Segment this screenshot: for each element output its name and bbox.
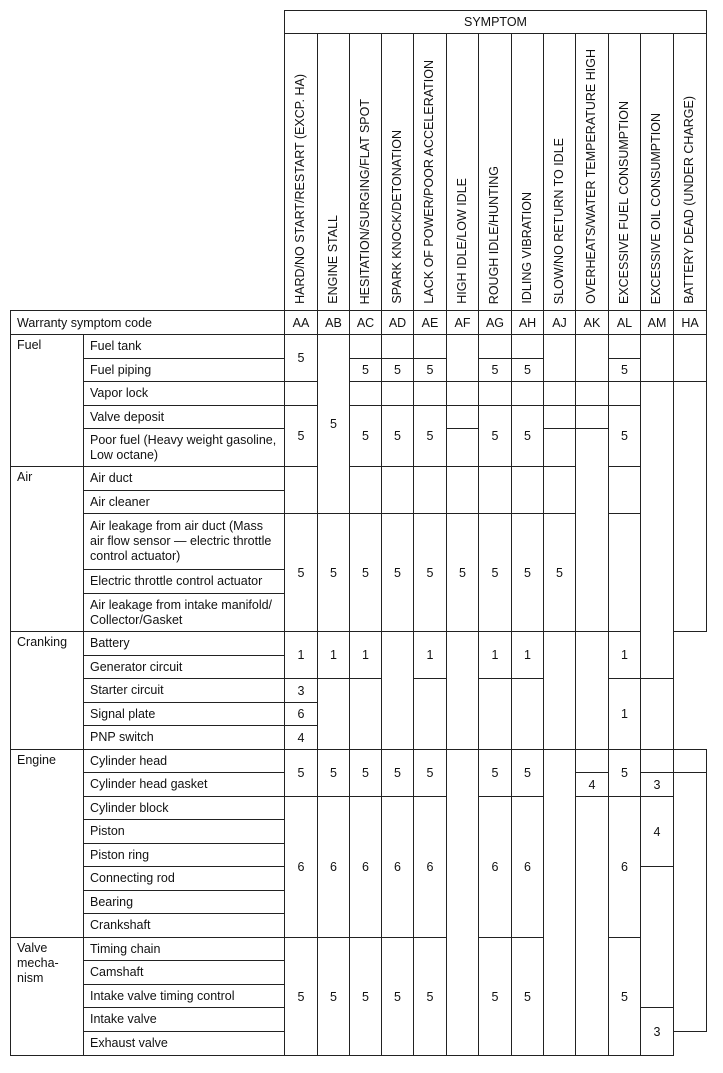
symptom-name: SLOW/NO RETURN TO IDLE — [551, 137, 566, 304]
symptom-name: HESITATION/SURGING/FLAT SPOT — [357, 98, 372, 304]
rating-cell: 5 — [512, 359, 544, 382]
rating-cell: 5 — [350, 938, 382, 1056]
symptom-name: LACK OF POWER/POOR ACCELERATION — [422, 60, 437, 304]
empty-cell — [512, 335, 544, 359]
rating-cell: 5 — [609, 750, 641, 797]
empty-cell — [382, 467, 414, 514]
symptom-code: AE — [414, 311, 447, 335]
subcategory-label: Bearing — [84, 891, 285, 914]
empty-cell — [414, 335, 447, 359]
rating-cell: 6 — [414, 797, 447, 938]
empty-cell — [674, 382, 707, 632]
empty-cell — [350, 382, 382, 406]
subcategory-label: Air duct — [84, 467, 285, 491]
empty-cell — [576, 429, 609, 632]
empty-cell — [447, 335, 479, 382]
subcategory-label: Connecting rod — [84, 867, 285, 891]
empty-cell — [512, 467, 544, 514]
subcategory-label: Air leakage from air duct (Mass air flow sensor — electric throttle control actuator) — [84, 514, 285, 570]
category-engine: Engine — [11, 750, 84, 938]
subcategory-label: Piston — [84, 820, 285, 844]
symptom-code: AF — [447, 311, 479, 335]
empty-cell — [447, 632, 479, 750]
subcategory-label: Valve deposit — [84, 406, 285, 429]
symptom-header — [382, 34, 414, 311]
rating-cell: 5 — [479, 514, 512, 632]
empty-cell — [609, 467, 641, 514]
symptom-name: EXCESSIVE FUEL CONSUMPTION — [616, 100, 631, 304]
empty-cell — [350, 679, 382, 750]
subcategory-label: Cylinder block — [84, 797, 285, 820]
empty-cell — [609, 382, 641, 406]
rating-cell: 5 — [350, 750, 382, 797]
rating-cell: 6 — [382, 797, 414, 938]
rating-cell: 5 — [609, 359, 641, 382]
rating-cell: 5 — [609, 406, 641, 467]
empty-cell — [318, 679, 350, 750]
rating-cell: 6 — [512, 797, 544, 938]
rating-cell: 5 — [318, 938, 350, 1056]
empty-cell — [382, 382, 414, 406]
rating-cell: 5 — [318, 750, 350, 797]
rating-cell: 5 — [414, 406, 447, 467]
rating-cell: 5 — [285, 514, 318, 632]
symptom-code: AD — [382, 311, 414, 335]
symptom-header — [674, 34, 707, 311]
empty-cell — [609, 335, 641, 359]
empty-cell — [544, 467, 576, 514]
symptom-name: HARD/NO START/RESTART (EXCP. HA) — [293, 74, 308, 304]
rating-cell: 5 — [479, 359, 512, 382]
empty-cell — [285, 467, 318, 514]
rating-cell: 5 — [350, 359, 382, 382]
empty-cell — [576, 335, 609, 382]
rating-cell: 1 — [512, 632, 544, 679]
subcategory-label: Crankshaft — [84, 914, 285, 938]
rating-cell: 4 — [285, 726, 318, 750]
symptom-header — [641, 34, 674, 311]
symptom-header — [512, 34, 544, 311]
subcategory-label: Starter circuit — [84, 679, 285, 703]
empty-cell — [576, 406, 609, 429]
rating-cell: 5 — [512, 514, 544, 632]
rating-cell: 3 — [285, 679, 318, 703]
rating-cell: 5 — [479, 750, 512, 797]
subcategory-label: Electric throttle control actuator — [84, 570, 285, 594]
category-fuel: Fuel — [11, 335, 84, 467]
rating-cell: 1 — [318, 632, 350, 679]
rating-cell: 5 — [382, 406, 414, 467]
symptom-code: AB — [318, 311, 350, 335]
subcategory-label: Intake valve — [84, 1008, 285, 1032]
empty-cell — [674, 750, 707, 773]
empty-cell — [674, 335, 707, 382]
rating-cell: 5 — [609, 938, 641, 1056]
rating-cell: 6 — [609, 797, 641, 938]
rating-cell: 5 — [350, 406, 382, 467]
category-cranking: Cranking — [11, 632, 84, 750]
rating-cell: 5 — [512, 750, 544, 797]
rating-cell: 5 — [382, 359, 414, 382]
symptom-code: AG — [479, 311, 512, 335]
subcategory-label: Exhaust valve — [84, 1032, 285, 1056]
rating-cell: 5 — [447, 514, 479, 632]
rating-cell: 5 — [414, 938, 447, 1056]
subcategory-label: Generator circuit — [84, 656, 285, 679]
symptom-title: SYMPTOM — [285, 11, 707, 34]
rating-cell: 4 — [576, 773, 609, 797]
empty-cell — [544, 429, 576, 467]
symptom-header — [318, 34, 350, 311]
empty-cell — [447, 406, 479, 429]
symptom-header — [576, 34, 609, 311]
subcategory-label: Piston ring — [84, 844, 285, 867]
empty-cell — [350, 335, 382, 359]
symptom-code: AL — [609, 311, 641, 335]
rating-cell: 1 — [609, 679, 641, 750]
empty-cell — [447, 467, 479, 514]
empty-cell — [479, 335, 512, 359]
rating-cell: 6 — [318, 797, 350, 938]
rating-cell: 4 — [641, 797, 674, 867]
rating-cell: 5 — [285, 406, 318, 467]
symptom-name: EXCESSIVE OIL CONSUMPTION — [649, 112, 664, 304]
subcategory-label: Fuel piping — [84, 359, 285, 382]
symptom-code: AA — [285, 311, 318, 335]
symptom-header — [609, 34, 641, 311]
empty-cell — [641, 867, 674, 1008]
symptom-code: AM — [641, 311, 674, 335]
empty-cell — [641, 679, 674, 750]
subcategory-label: Signal plate — [84, 703, 285, 726]
empty-cell — [576, 382, 609, 406]
symptom-header — [350, 34, 382, 311]
rating-cell: 6 — [479, 797, 512, 938]
empty-cell — [382, 335, 414, 359]
empty-cell — [512, 382, 544, 406]
empty-cell — [544, 335, 576, 382]
symptom-name: HIGH IDLE/LOW IDLE — [454, 178, 469, 304]
rating-cell: 5 — [479, 938, 512, 1056]
symptom-name: ENGINE STALL — [325, 215, 340, 304]
subcategory-label: Fuel tank — [84, 335, 285, 359]
rating-cell: 1 — [350, 632, 382, 679]
rating-cell: 5 — [479, 406, 512, 467]
rating-cell: 5 — [382, 938, 414, 1056]
rating-cell: 5 — [318, 514, 350, 632]
empty-cell — [479, 467, 512, 514]
symptom-code: HA — [674, 311, 707, 335]
empty-cell — [414, 467, 447, 514]
empty-cell — [285, 382, 318, 406]
empty-cell — [641, 335, 674, 382]
category-air: Air — [11, 467, 84, 632]
symptom-table — [10, 10, 707, 1056]
symptom-name: SPARK KNOCK/DETONATION — [389, 130, 404, 304]
empty-cell — [447, 382, 479, 406]
subcategory-label: Cylinder head — [84, 750, 285, 773]
subcategory-label: Vapor lock — [84, 382, 285, 406]
empty-cell — [512, 679, 544, 750]
symptom-code: AC — [350, 311, 382, 335]
empty-cell — [414, 679, 447, 750]
empty-cell — [641, 750, 674, 773]
rating-cell: 5 — [350, 514, 382, 632]
empty-cell — [544, 750, 576, 1056]
symptom-header — [285, 34, 318, 311]
rating-cell: 1 — [285, 632, 318, 679]
rating-cell: 6 — [285, 797, 318, 938]
symptom-header — [544, 34, 576, 311]
subcategory-label: Timing chain — [84, 938, 285, 961]
empty-cell — [641, 382, 674, 679]
empty-cell — [576, 750, 609, 773]
rating-cell: 5 — [544, 514, 576, 632]
category-valve-mechanism: Valve mecha-nism — [11, 938, 84, 1056]
empty-cell — [350, 467, 382, 514]
empty-cell — [544, 632, 576, 750]
empty-cell — [479, 382, 512, 406]
subcategory-label: Poor fuel (Heavy weight gasoline, Low octane) — [84, 429, 285, 467]
rating-cell: 5 — [414, 359, 447, 382]
subcategory-label: Battery — [84, 632, 285, 656]
symptom-name: OVERHEATS/WATER TEMPERATURE HIGH — [584, 49, 599, 304]
subcategory-label: Camshaft — [84, 961, 285, 985]
subcategory-label: Air cleaner — [84, 491, 285, 514]
header-corner — [11, 11, 285, 311]
subcategory-label: Cylinder head gasket — [84, 773, 285, 797]
rating-cell: 3 — [641, 773, 674, 797]
rating-cell: 1 — [479, 632, 512, 679]
rating-cell: 5 — [414, 514, 447, 632]
rating-cell: 5 — [414, 750, 447, 797]
symptom-code: AK — [576, 311, 609, 335]
empty-cell — [544, 382, 576, 406]
rating-cell: 5 — [382, 514, 414, 632]
subcategory-label: PNP switch — [84, 726, 285, 750]
symptom-code: AH — [512, 311, 544, 335]
empty-cell — [544, 406, 576, 429]
subcategory-label: Intake valve timing control — [84, 985, 285, 1008]
subcategory-label: Air leakage from intake manifold/ Collector/Gasket — [84, 594, 285, 632]
warranty-code-label: Warranty symptom code — [11, 311, 285, 335]
rating-cell: 5 — [382, 750, 414, 797]
rating-cell: 1 — [414, 632, 447, 679]
empty-cell — [414, 382, 447, 406]
symptom-header — [414, 34, 447, 311]
empty-cell — [447, 750, 479, 1056]
empty-cell — [447, 429, 479, 467]
rating-cell: 3 — [641, 1008, 674, 1056]
symptom-code: AJ — [544, 311, 576, 335]
rating-cell: 5 — [318, 335, 350, 514]
rating-cell: 5 — [285, 335, 318, 382]
symptom-name: BATTERY DEAD (UNDER CHARGE) — [682, 96, 697, 304]
rating-cell: 1 — [609, 632, 641, 679]
empty-cell — [674, 773, 707, 1032]
symptom-name: IDLING VIBRATION — [519, 192, 534, 304]
rating-cell: 6 — [350, 797, 382, 938]
rating-cell: 5 — [512, 406, 544, 467]
empty-cell — [576, 632, 609, 750]
rating-cell: 6 — [285, 703, 318, 726]
empty-cell — [382, 632, 414, 750]
empty-cell — [576, 797, 609, 1056]
rating-cell: 5 — [285, 750, 318, 797]
empty-cell — [479, 679, 512, 750]
symptom-name: ROUGH IDLE/HUNTING — [487, 165, 502, 304]
symptom-header — [479, 34, 512, 311]
rating-cell: 5 — [512, 938, 544, 1056]
rating-cell: 5 — [285, 938, 318, 1056]
symptom-header — [447, 34, 479, 311]
